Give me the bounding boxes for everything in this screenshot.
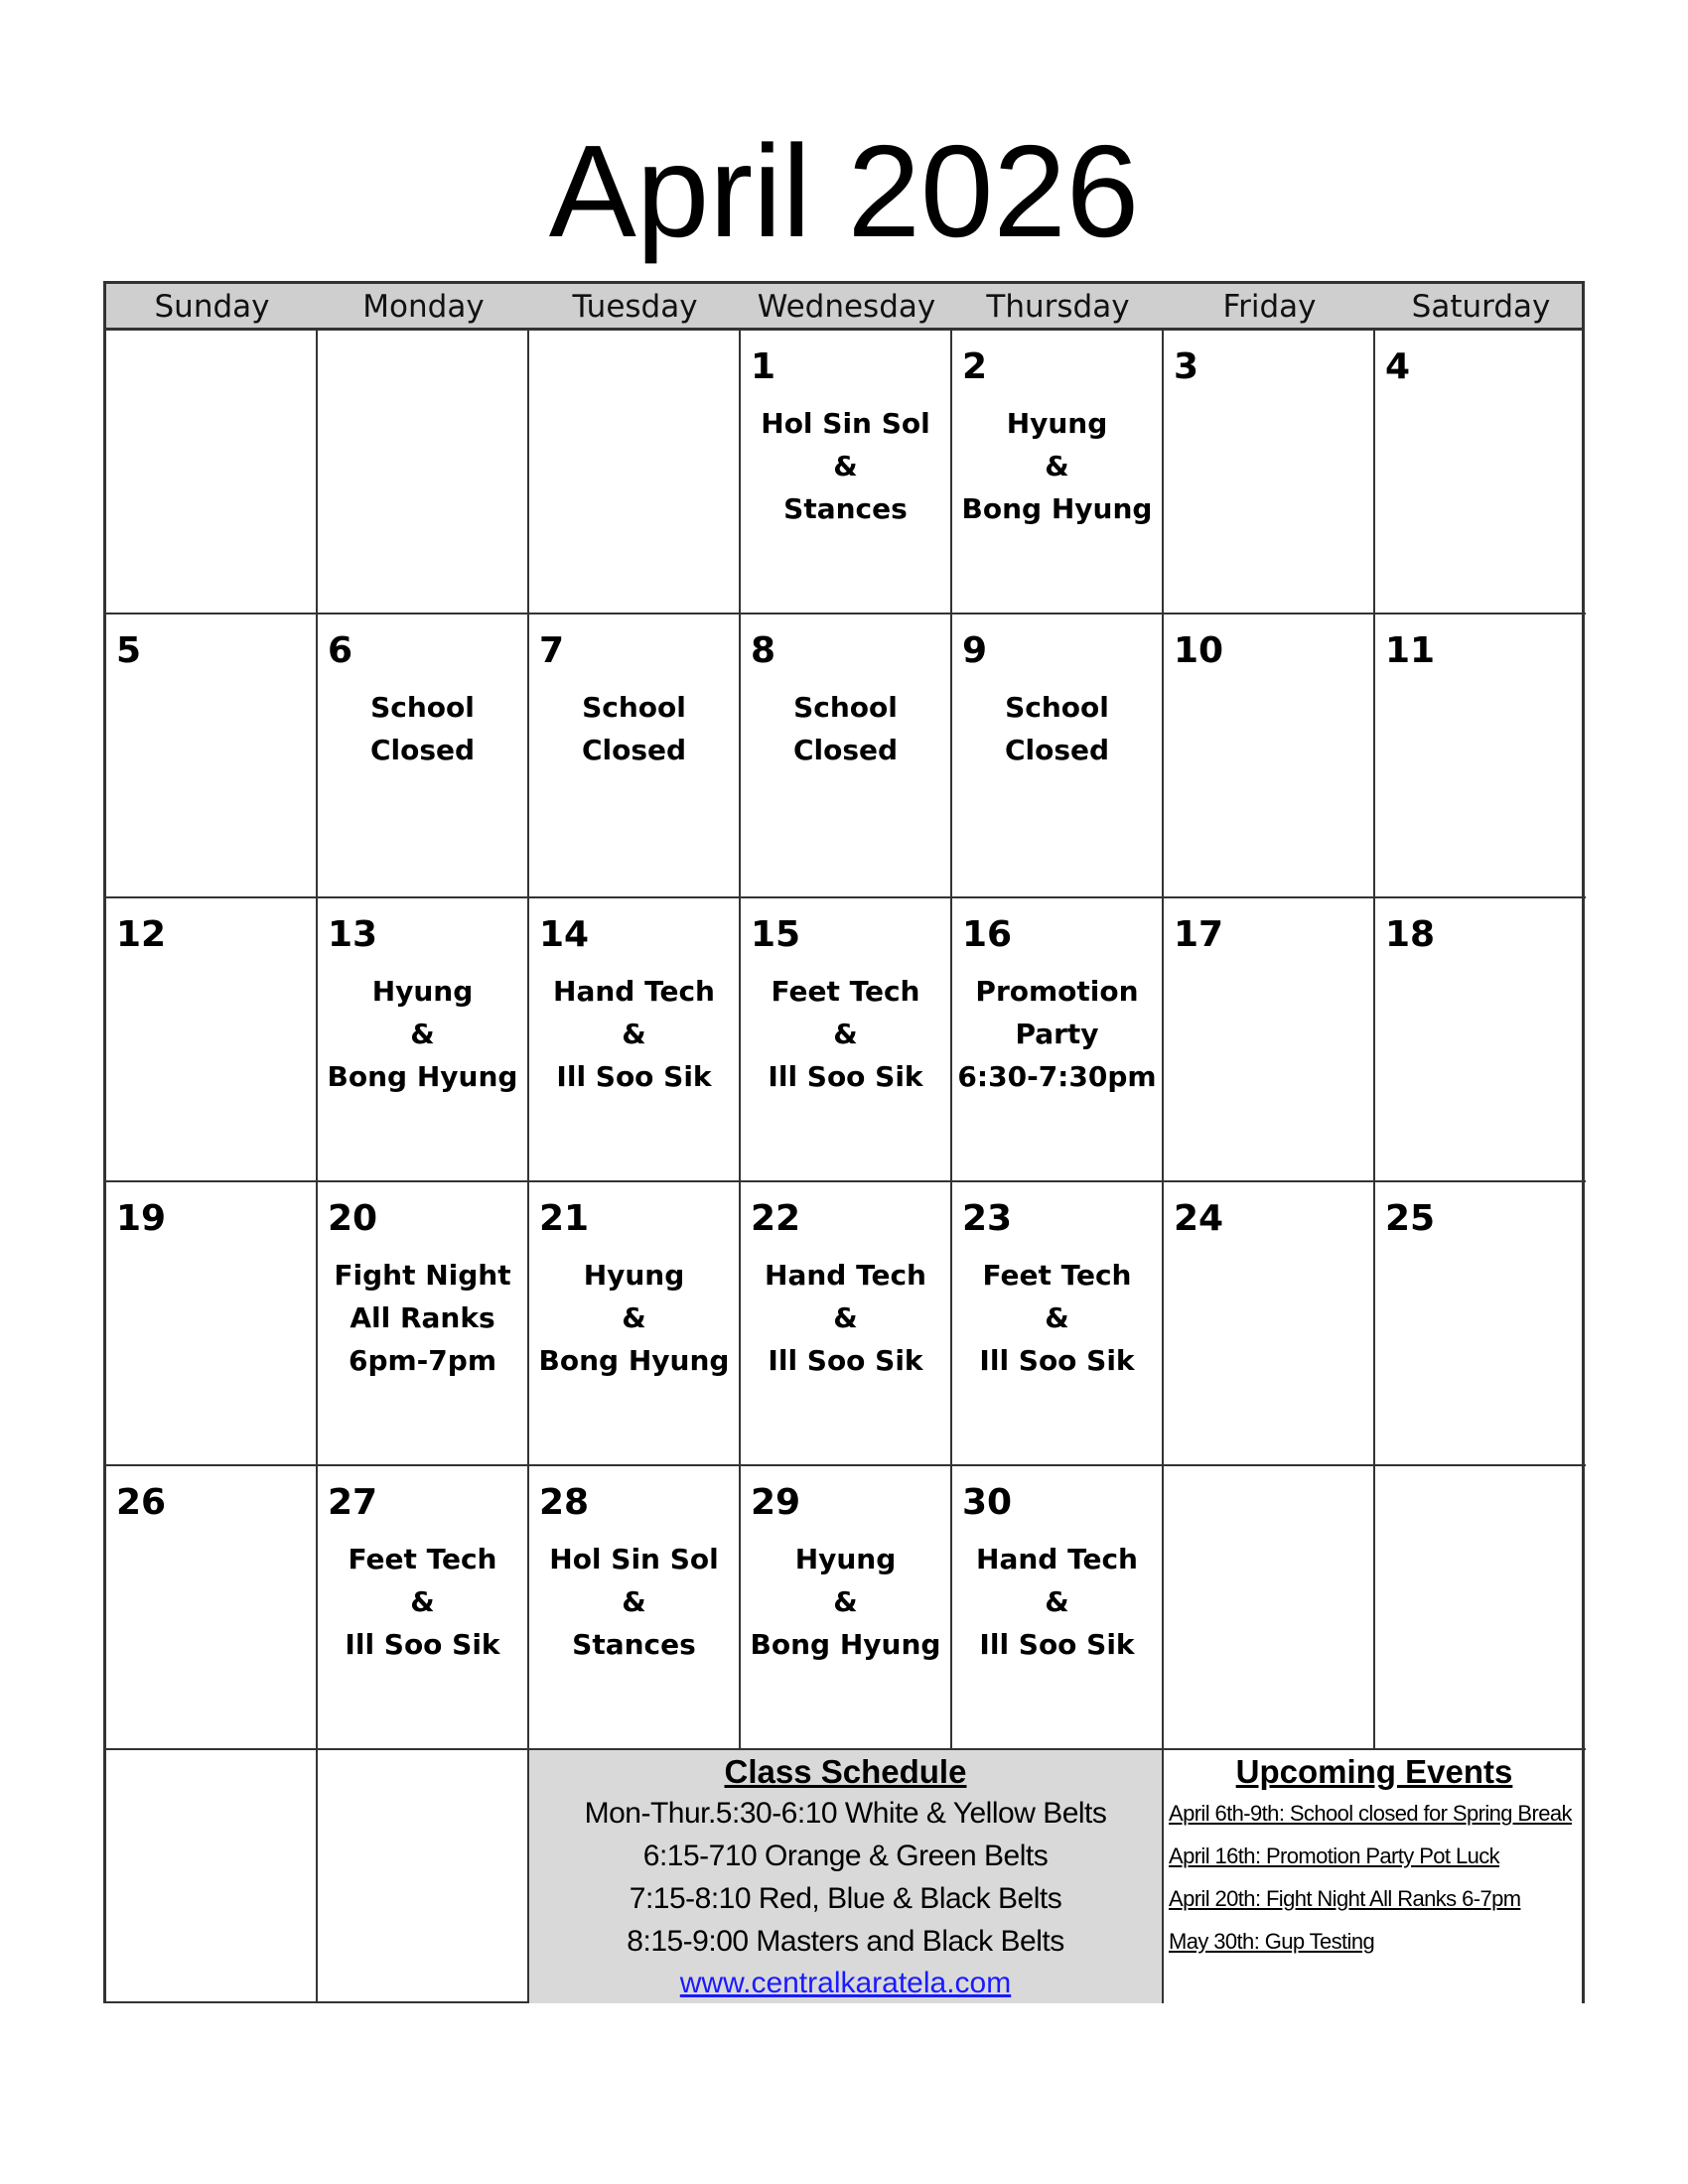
- event-line: Ill Soo Sik: [556, 1060, 712, 1093]
- day-cell-5: [106, 614, 318, 898]
- day-event: [741, 402, 950, 530]
- day-number: 18: [1385, 914, 1436, 955]
- event-line: &: [833, 1018, 858, 1050]
- day-cell-7: [529, 614, 741, 898]
- day-number: 3: [1174, 346, 1199, 387]
- event-line: Ill Soo Sik: [345, 1628, 500, 1661]
- day-number: 4: [1385, 346, 1411, 387]
- day-event: [952, 1538, 1162, 1666]
- event-line: Hand Tech: [553, 975, 715, 1008]
- day-number: 27: [328, 1482, 378, 1523]
- day-cell-12: [106, 898, 318, 1182]
- day-number: 22: [751, 1198, 801, 1239]
- event-line: Feet Tech: [348, 1543, 497, 1575]
- day-cell-13: [318, 898, 529, 1182]
- day-cell-17: [1164, 898, 1375, 1182]
- day-number: 24: [1174, 1198, 1224, 1239]
- day-cell-10: [1164, 614, 1375, 898]
- day-cell-3: [1164, 331, 1375, 614]
- event-line: Ill Soo Sik: [768, 1060, 923, 1093]
- event-item: April 16th: Promotion Party Pot Luck: [1169, 1843, 1500, 1868]
- day-cell-19: [106, 1182, 318, 1466]
- event-line: Promotion: [975, 975, 1139, 1008]
- day-number: 30: [962, 1482, 1013, 1523]
- schedule-line: 6:15-710 Orange & Green Belts: [642, 1840, 1049, 1872]
- day-number: 17: [1174, 914, 1224, 955]
- event-line: Bong Hyung: [961, 492, 1153, 525]
- event-line: Fight Night: [334, 1259, 511, 1292]
- day-cell-18: [1375, 898, 1586, 1182]
- day-cell-21: [529, 1182, 741, 1466]
- event-item: May 30th: Gup Testing: [1169, 1929, 1375, 1954]
- day-number: 26: [116, 1482, 167, 1523]
- event-line: School: [582, 691, 686, 724]
- day-cell-4: [1375, 331, 1586, 614]
- day-cell-2: [952, 331, 1164, 614]
- event-line: Bong Hyung: [750, 1628, 941, 1661]
- day-cell-22: [741, 1182, 952, 1466]
- day-event: [529, 1254, 739, 1382]
- upcoming-events-title: Upcoming Events: [1235, 1753, 1513, 1790]
- empty-cell: [1164, 1466, 1375, 1750]
- day-cell-11: [1375, 614, 1586, 898]
- day-cell-28: [529, 1466, 741, 1750]
- event-line: &: [1045, 450, 1069, 482]
- empty-cell: [529, 331, 741, 614]
- event-line: &: [410, 1585, 435, 1618]
- day-cell-14: [529, 898, 741, 1182]
- event-line: &: [622, 1301, 646, 1334]
- day-number: 10: [1174, 630, 1224, 671]
- day-cell-29: [741, 1466, 952, 1750]
- class-schedule-box: [529, 1750, 1164, 2003]
- day-number: 19: [116, 1198, 167, 1239]
- event-line: Hand Tech: [765, 1259, 926, 1292]
- day-number: 21: [539, 1198, 590, 1239]
- day-cell-9: [952, 614, 1164, 898]
- event-line: Feet Tech: [771, 975, 920, 1008]
- day-cell-25: [1375, 1182, 1586, 1466]
- event-line: &: [1045, 1585, 1069, 1618]
- event-line: Hyung: [371, 975, 474, 1008]
- weekday-sunday: Sunday: [154, 289, 270, 325]
- weekday-tuesday: Tuesday: [572, 289, 698, 325]
- day-cell-23: [952, 1182, 1164, 1466]
- day-event: [741, 1254, 950, 1382]
- event-line: School: [793, 691, 898, 724]
- day-event: [952, 686, 1162, 771]
- event-line: Hol Sin Sol: [761, 407, 930, 440]
- day-cell-16: [952, 898, 1164, 1182]
- day-event: [529, 1538, 739, 1666]
- day-event: [952, 970, 1162, 1098]
- event-line: &: [622, 1585, 646, 1618]
- day-event: [741, 970, 950, 1098]
- event-line: &: [410, 1018, 435, 1050]
- day-cell-24: [1164, 1182, 1375, 1466]
- empty-cell: [318, 1750, 529, 2003]
- day-event: [529, 970, 739, 1098]
- day-number: 13: [328, 914, 378, 955]
- event-line: School: [1005, 691, 1109, 724]
- event-item: April 6th-9th: School closed for Spring Break: [1169, 1801, 1572, 1826]
- schedule-line: 7:15-8:10 Red, Blue & Black Belts: [629, 1882, 1062, 1915]
- day-number: 11: [1385, 630, 1436, 671]
- day-number: 8: [751, 630, 776, 671]
- event-line: &: [1045, 1301, 1069, 1334]
- day-number: 7: [539, 630, 565, 671]
- day-number: 6: [328, 630, 353, 671]
- empty-cell: [106, 1750, 318, 2003]
- day-number: 12: [116, 914, 167, 955]
- event-line: Ill Soo Sik: [979, 1628, 1135, 1661]
- event-line: Hyung: [583, 1259, 685, 1292]
- event-line: Bong Hyung: [538, 1344, 730, 1377]
- day-event: [952, 402, 1162, 530]
- weekday-monday: Monday: [362, 289, 485, 325]
- event-line: Feet Tech: [982, 1259, 1132, 1292]
- weekday-saturday: Saturday: [1411, 289, 1551, 325]
- class-schedule-title: Class Schedule: [724, 1753, 967, 1790]
- event-line: Closed: [792, 734, 899, 766]
- day-event: [318, 1538, 527, 1666]
- day-event: [318, 1254, 527, 1382]
- day-number: 2: [962, 346, 988, 387]
- event-item: April 20th: Fight Night All Ranks 6-7pm: [1169, 1886, 1521, 1911]
- calendar-grid: [103, 331, 1585, 2003]
- event-line: Hol Sin Sol: [549, 1543, 719, 1575]
- day-number: 29: [751, 1482, 801, 1523]
- event-line: Hyung: [1006, 407, 1108, 440]
- day-cell-15: [741, 898, 952, 1182]
- day-cell-1: [741, 331, 952, 614]
- event-line: All Ranks: [350, 1301, 495, 1334]
- day-event: [741, 686, 950, 771]
- day-number: 25: [1385, 1198, 1436, 1239]
- calendar: [103, 281, 1585, 2003]
- event-line: 6:30-7:30pm: [957, 1060, 1157, 1093]
- event-line: &: [622, 1018, 646, 1050]
- event-line: &: [833, 1301, 858, 1334]
- day-number: 20: [328, 1198, 378, 1239]
- weekday-thursday: Thursday: [986, 289, 1130, 325]
- event-line: Closed: [369, 734, 476, 766]
- event-line: Stances: [783, 492, 908, 525]
- event-line: Party: [1015, 1018, 1099, 1050]
- event-line: Ill Soo Sik: [979, 1344, 1135, 1377]
- event-line: &: [833, 450, 858, 482]
- event-line: Hand Tech: [976, 1543, 1138, 1575]
- day-number: 28: [539, 1482, 590, 1523]
- day-number: 5: [116, 630, 142, 671]
- event-line: School: [370, 691, 475, 724]
- empty-cell: [318, 331, 529, 614]
- weekday-friday: Friday: [1222, 289, 1317, 325]
- day-cell-8: [741, 614, 952, 898]
- weekday-wednesday: Wednesday: [757, 289, 936, 325]
- day-cell-6: [318, 614, 529, 898]
- day-number: 23: [962, 1198, 1013, 1239]
- weekday-header-row: [103, 281, 1585, 331]
- website-link[interactable]: www.centralkaratela.com: [679, 1967, 1012, 1999]
- day-cell-20: [318, 1182, 529, 1466]
- day-cell-30: [952, 1466, 1164, 1750]
- event-line: Ill Soo Sik: [768, 1344, 923, 1377]
- empty-cell: [1375, 1466, 1586, 1750]
- event-line: Hyung: [794, 1543, 897, 1575]
- day-cell-26: [106, 1466, 318, 1750]
- event-line: Closed: [581, 734, 687, 766]
- event-line: 6pm-7pm: [348, 1344, 497, 1377]
- day-number: 16: [962, 914, 1013, 955]
- event-line: &: [833, 1585, 858, 1618]
- day-event: [318, 970, 527, 1098]
- day-number: 14: [539, 914, 590, 955]
- day-event: [741, 1538, 950, 1666]
- day-cell-27: [318, 1466, 529, 1750]
- day-number: 1: [751, 346, 776, 387]
- schedule-line: 8:15-9:00 Masters and Black Belts: [627, 1925, 1064, 1958]
- empty-cell: [106, 331, 318, 614]
- day-number: 15: [751, 914, 801, 955]
- event-line: Bong Hyung: [327, 1060, 518, 1093]
- schedule-line: Mon-Thur.5:30-6:10 White & Yellow Belts: [584, 1797, 1107, 1830]
- upcoming-events-box: [1164, 1750, 1585, 2003]
- day-event: [318, 686, 527, 771]
- day-event: [952, 1254, 1162, 1382]
- day-event: [529, 686, 739, 771]
- day-number: 9: [962, 630, 988, 671]
- event-line: Closed: [1004, 734, 1110, 766]
- event-line: Stances: [572, 1628, 696, 1661]
- page-title: April 2026: [548, 118, 1140, 264]
